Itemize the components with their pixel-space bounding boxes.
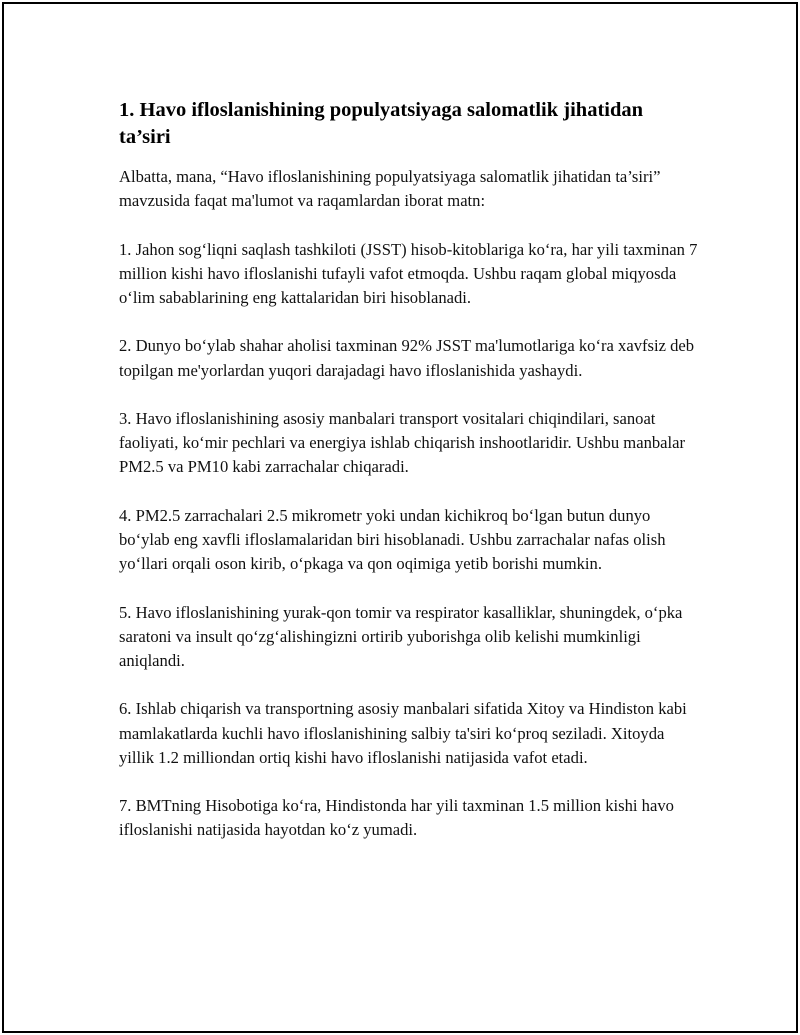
document-content bbox=[119, 97, 699, 867]
list-item-3: 3. Havo ifloslanishining asosiy manbalari transport vositalari chiqindilari, sanoat faoliyati, ko‘mir pechlari va energiya ishlab chiqarish inshootlaridir. Ushbu manbalar PM2.5 va PM10 kabi zarrachalar chiqaradi. bbox=[119, 408, 686, 477]
list-item-5: 5. Havo ifloslanishining yurak-qon tomir va respirator kasalliklar, shuningdek, o‘pka saratoni va insult qo‘zg‘alishingizni ortirib yuborishga olib kelishi mumkinligi aniqlandi. bbox=[119, 602, 683, 670]
list-item-4: 4. PM2.5 zarrachalari 2.5 mikrometr yoki undan kichikroq bo‘lgan butun dunyo bo‘ylab eng xavfli ifloslamalaridan biri hisoblanadi. Ushbu zarrachalar nafas olish yo‘llari orqali oson kirib, o‘pkaga va qon oqimiga yetib borishi mumkin. bbox=[119, 505, 666, 574]
page-title: 1. Havo ifloslanishining populyatsiyaga salomatlik jihatidan ta’siri bbox=[119, 99, 644, 148]
list-item-2: 2. Dunyo bo‘ylab shahar aholisi taxminan 92% JSST ma'lumotlariga ko‘ra xavfsiz deb topilgan me'yorlardan yuqori darajadagi havo ifloslanishida yashaydi. bbox=[119, 336, 695, 380]
intro-paragraph: Albatta, mana, “Havo ifloslanishining populyatsiyaga salomatlik jihatidan ta’siri” mavzusida faqat ma'lumot va raqamlardan iborat matn: bbox=[119, 167, 661, 211]
list-item-6: 6. Ishlab chiqarish va transportning asosiy manbalari sifatida Xitoy va Hindiston kabi mamlakatlarda kuchli havo ifloslanishining salbiy ta'siri ko‘proq seziladi. Xitoyda yillik 1.2 milliondan ortiq kishi havo ifloslanishi natijasida vafot etadi. bbox=[119, 699, 687, 767]
list-item-7: 7. BMTning Hisobotiga ko‘ra, Hindistonda har yili taxminan 1.5 million kishi havo ifloslanishi natijasida hayotdan ko‘z yumadi. bbox=[119, 796, 674, 840]
document-page bbox=[2, 2, 798, 1033]
list-item-1: 1. Jahon sog‘liqni saqlash tashkiloti (JSST) hisob-kitoblariga ko‘ra, har yili taxminan 7 million kishi havo ifloslanishi tufayli vafot etmoqda. Ushbu raqam global miqyosda o‘lim sabablarining eng kattalaridan biri hisoblanadi. bbox=[119, 239, 698, 307]
